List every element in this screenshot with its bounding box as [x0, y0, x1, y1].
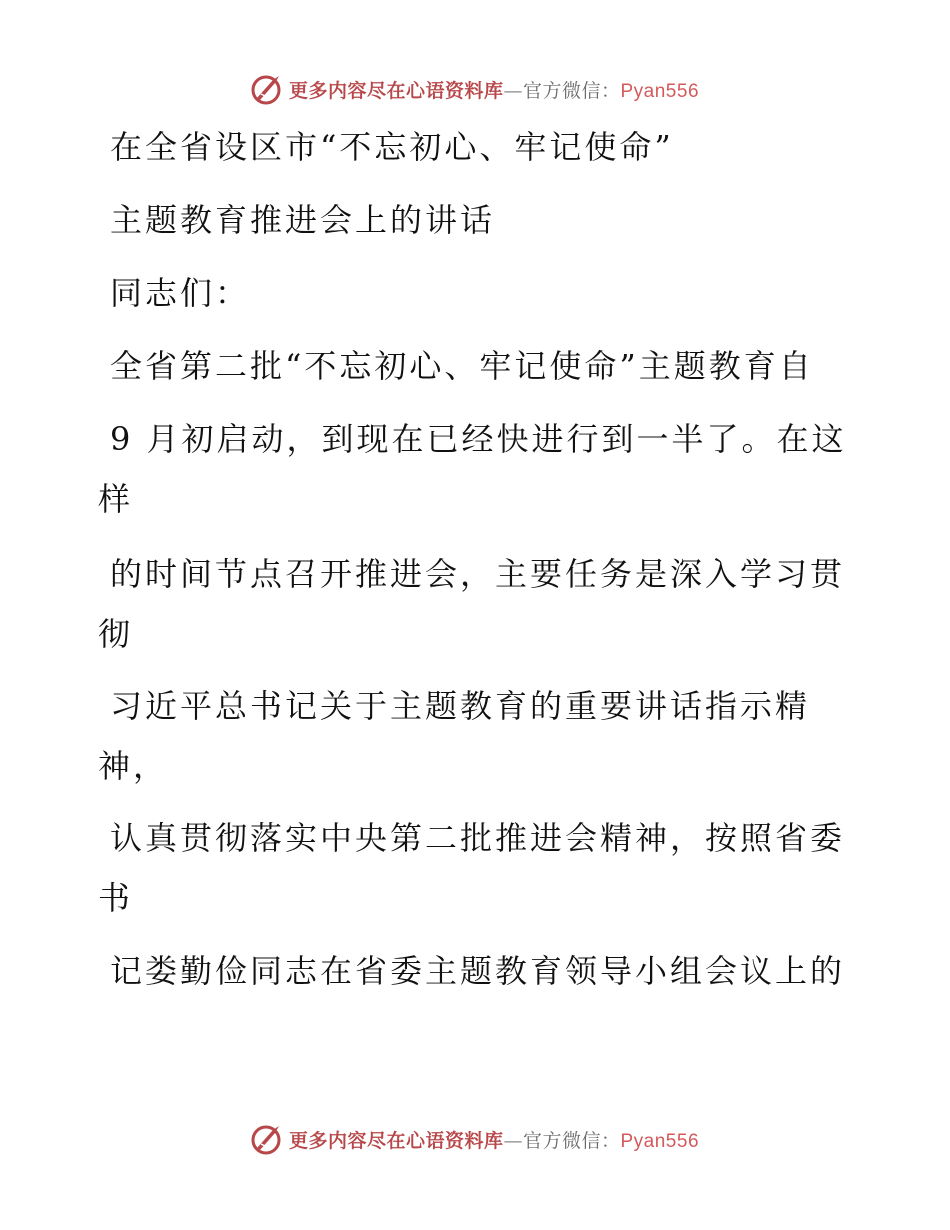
- watermark-dash: —: [503, 1129, 523, 1152]
- doc-line: 9 月初启动，到现在已经快进行到一半了。在这: [110, 420, 847, 458]
- watermark-dash: —: [503, 79, 523, 102]
- watermark-prefix: 官方微信：: [522, 79, 621, 102]
- doc-line: 神，: [98, 747, 169, 785]
- quill-logo-icon: [251, 1122, 283, 1156]
- doc-line: 样: [98, 480, 134, 518]
- watermark-prefix: 官方微信：: [522, 1129, 621, 1152]
- watermark-wechat-id: Pyan556: [620, 1130, 700, 1152]
- doc-line: 认真贯彻落实中央第二批推进会精神，按照省委: [110, 819, 846, 857]
- header-watermark: [0, 72, 950, 106]
- doc-line: 书: [98, 879, 134, 917]
- doc-title-line-1: 在全省设区市“不忘初心、牢记使命”: [110, 128, 674, 166]
- doc-line: 的时间节点召开推进会，主要任务是深入学习贯: [110, 555, 846, 593]
- footer-watermark: [0, 1122, 950, 1156]
- doc-line: 记娄勤俭同志在省委主题教育领导小组会议上的: [110, 952, 846, 990]
- doc-line: 习近平总书记关于主题教育的重要讲话指示精: [110, 687, 811, 725]
- doc-line: 全省第二批“不忘初心、牢记使命”主题教育自: [110, 347, 814, 385]
- quill-logo-icon: [251, 72, 283, 106]
- watermark-brand: 更多内容尽在心语资料库: [288, 79, 504, 102]
- doc-line: 彻: [98, 615, 134, 653]
- doc-salutation: 同志们：: [110, 274, 251, 312]
- watermark-wechat-id: Pyan556: [620, 80, 700, 102]
- doc-title-line-2: 主题教育推进会上的讲话: [110, 201, 496, 239]
- watermark-text: [289, 1126, 699, 1153]
- watermark-text: [289, 76, 699, 103]
- watermark-brand: 更多内容尽在心语资料库: [288, 1129, 504, 1152]
